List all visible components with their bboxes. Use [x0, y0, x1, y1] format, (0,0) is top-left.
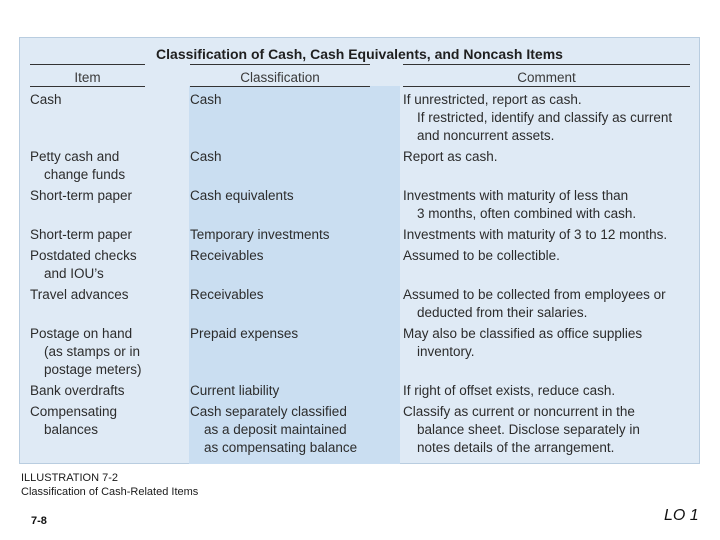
- comment-line: If restricted, identify and classify as current: [417, 110, 673, 125]
- classification-line: Cash: [190, 92, 222, 107]
- item-line: Travel advances: [30, 287, 129, 302]
- classification-line: Current liability: [190, 383, 280, 398]
- item-line: Postage on hand: [30, 326, 133, 341]
- classification-line: Receivables: [190, 287, 264, 302]
- item-line: Short-term paper: [30, 188, 133, 203]
- item-line: (as stamps or in: [44, 344, 141, 359]
- classification-line: Temporary investments: [190, 227, 330, 242]
- item-cell: [30, 148, 125, 184]
- illustration-caption: Classification of Cash-Related Items: [21, 486, 199, 498]
- comment-cell: [403, 403, 640, 457]
- item-line: and IOU’s: [44, 266, 104, 281]
- item-line: postage meters): [44, 362, 142, 377]
- header-rule-item-top: [30, 64, 145, 65]
- comment-line: notes details of the arrangement.: [417, 440, 615, 455]
- comment-line: May also be classified as office supplies: [403, 326, 643, 341]
- header-classification: Classification: [240, 70, 320, 85]
- comment-line: Investments with maturity of 3 to 12 months.: [403, 227, 668, 242]
- classification-cell: [190, 382, 279, 400]
- item-line: change funds: [44, 167, 126, 182]
- header-rule-comment-bottom: [403, 86, 690, 87]
- classification-cell: [190, 325, 298, 343]
- classification-cell: [190, 286, 264, 304]
- item-line: Postdated checks: [30, 248, 137, 263]
- classification-cell: [190, 247, 264, 265]
- header-rule-comment-top: [403, 64, 690, 65]
- learning-objective: LO 1: [664, 507, 699, 524]
- classification-cell: [190, 148, 222, 166]
- classification-line: Prepaid expenses: [190, 326, 299, 341]
- classification-cell: [190, 91, 222, 109]
- header-rule-classification-bottom: [190, 86, 370, 87]
- comment-line: If right of offset exists, reduce cash.: [403, 383, 616, 398]
- table-title: Classification of Cash, Cash Equivalents, and Noncash Items: [156, 46, 563, 62]
- classification-cell: [190, 187, 294, 205]
- header-item: Item: [74, 70, 101, 85]
- comment-cell: [403, 325, 642, 361]
- classification-cell: [190, 226, 330, 244]
- comment-line: inventory.: [417, 344, 475, 359]
- classification-line: Cash separately classified: [190, 404, 347, 419]
- item-line: Petty cash and: [30, 149, 120, 164]
- comment-cell: [403, 187, 636, 223]
- illustration-table: [19, 37, 700, 464]
- header-rule-classification-top: [190, 64, 370, 65]
- comment-cell: [403, 247, 560, 265]
- comment-cell: [403, 226, 667, 244]
- item-line: Cash: [30, 92, 62, 107]
- item-cell: [30, 91, 62, 109]
- comment-line: Classify as current or noncurrent in the: [403, 404, 635, 419]
- page-number: 7-8: [31, 515, 47, 527]
- item-line: Short-term paper: [30, 227, 133, 242]
- comment-line: balance sheet. Disclose separately in: [417, 422, 640, 437]
- item-cell: [30, 325, 142, 379]
- comment-line: If unrestricted, report as cash.: [403, 92, 582, 107]
- item-cell: [30, 247, 137, 283]
- item-cell: [30, 382, 125, 400]
- item-cell: [30, 187, 132, 205]
- header-rule-item-bottom: [30, 86, 145, 87]
- item-cell: [30, 226, 132, 244]
- comment-line: Report as cash.: [403, 149, 498, 164]
- comment-line: deducted from their salaries.: [417, 305, 588, 320]
- comment-cell: [403, 91, 672, 145]
- comment-line: Assumed to be collected from employees or: [403, 287, 666, 302]
- illustration-label: ILLUSTRATION 7-2: [21, 472, 118, 484]
- comment-line: Investments with maturity of less than: [403, 188, 629, 203]
- item-line: Compensating: [30, 404, 118, 419]
- classification-line: Cash equivalents: [190, 188, 294, 203]
- comment-line: and noncurrent assets.: [417, 128, 555, 143]
- comment-cell: [403, 286, 666, 322]
- classification-line: as compensating balance: [204, 440, 358, 455]
- comment-line: Assumed to be collectible.: [403, 248, 560, 263]
- classification-cell: [190, 403, 357, 457]
- classification-line: as a deposit maintained: [204, 422, 347, 437]
- item-line: Bank overdrafts: [30, 383, 125, 398]
- header-comment: Comment: [517, 70, 576, 85]
- comment-cell: [403, 382, 615, 400]
- item-cell: [30, 403, 117, 439]
- comment-cell: [403, 148, 498, 166]
- comment-line: 3 months, often combined with cash.: [417, 206, 637, 221]
- item-cell: [30, 286, 129, 304]
- classification-line: Receivables: [190, 248, 264, 263]
- item-line: balances: [44, 422, 99, 437]
- classification-line: Cash: [190, 149, 222, 164]
